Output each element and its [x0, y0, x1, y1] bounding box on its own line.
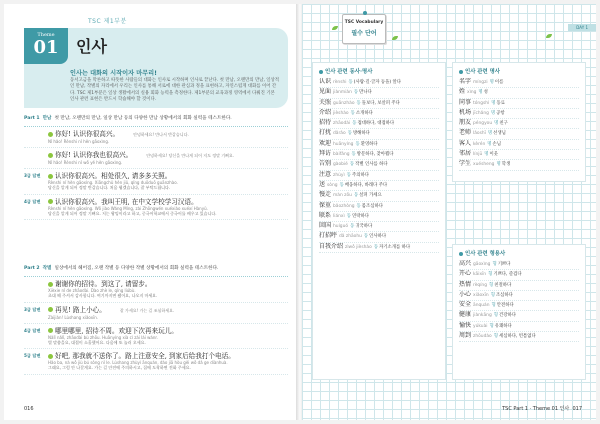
page-number-left: 016 — [24, 406, 34, 412]
hanzi: 注意 — [319, 170, 332, 178]
example-list — [24, 276, 288, 375]
part-of-speech: 형 — [491, 303, 496, 309]
part-of-speech: 동 — [363, 234, 369, 240]
vocab-word — [319, 232, 439, 242]
pinyin: Nǎlǐ nǎlǐ, zhāodài bù zhōu. Huānyíng xià cì zài lái wánr. — [48, 334, 158, 340]
pinyin: bàifǎng — [333, 152, 350, 158]
pinyin: zìwǒ jièshào — [345, 244, 372, 250]
pinyin: zhōudào — [473, 334, 492, 340]
section-keyword: 만남 — [42, 116, 52, 121]
theme-label: Theme — [37, 32, 55, 38]
meaning: 손님 — [492, 141, 502, 147]
part-of-speech: 동 — [346, 172, 351, 178]
vocab-title: TSC Vocabulary — [344, 20, 384, 25]
left-page — [4, 4, 298, 420]
meaning: 만나다 — [359, 90, 372, 96]
meaning: 친구 — [499, 121, 508, 127]
answer-level-tag: 4급 답변 — [24, 327, 41, 333]
right-page — [302, 4, 596, 420]
vocab-word — [459, 322, 579, 332]
pinyin: Nǐ hǎo! Rènshi nǐ wǒ yě hěn gāoxìng. — [48, 160, 123, 165]
vocab-word — [319, 78, 439, 88]
day-tag: DAY 1 — [568, 24, 596, 31]
meaning: 접대하다, 대접하다 — [357, 121, 395, 127]
pinyin: míngzi — [473, 80, 488, 85]
pinyin: jièshào — [333, 110, 349, 116]
chinese-sentence — [48, 280, 288, 288]
leaf-icon — [546, 34, 552, 38]
example-item — [24, 349, 288, 375]
vocab-word — [459, 160, 579, 170]
example-item — [24, 148, 288, 169]
vocab-word — [459, 109, 579, 119]
meaning: 안전하다 — [496, 303, 514, 309]
meaning: 소개하다 — [355, 110, 373, 116]
vocab-word — [459, 291, 579, 301]
hanzi: 联系 — [319, 211, 332, 219]
part-of-speech: 동 — [348, 80, 353, 85]
korean-translation: 잘 가세요! 가는 길 조심하세요. — [119, 307, 175, 313]
meaning: 자기소개를 하다 — [379, 244, 411, 250]
hanzi: 保重 — [319, 201, 332, 209]
example-item — [24, 324, 288, 350]
meaning: 유쾌하다 — [494, 323, 512, 329]
vocab-card-nouns — [452, 62, 586, 182]
meaning: 몸조심하다 — [361, 203, 383, 209]
part-of-speech: 동 — [346, 213, 351, 219]
theme-badge — [24, 28, 68, 64]
korean-translation: 초대 해 주셔서 감사합니다. 여기까지면 됐어요, 나오지 마세요. — [48, 293, 158, 298]
pinyin: xiǎoxīn — [473, 292, 489, 298]
korean-translation: 별 말씀을요, 대접이 소홀했어요. 다음에 또 놀러 오세요. — [48, 339, 146, 345]
meaning: 귀국하다 — [355, 224, 373, 230]
chinese-text: 认识你很高兴。相处很久, 请多多关照。 — [55, 172, 172, 180]
pinyin: zhùyì — [333, 172, 345, 178]
answer-level-tag: 5급 답변 — [24, 353, 41, 359]
example-item — [24, 303, 288, 324]
hanzi: 欢迎 — [319, 139, 332, 147]
pinyin: sòng — [327, 182, 338, 188]
hanzi: 小心 — [459, 290, 472, 298]
pinyin: rèqíng — [473, 282, 488, 288]
theme-intro: 동서고금을 막론하고 따뜻한 사람들의 대화는 인사로 시작하며 인사로 끝난다. 첫 만남, 오랜만의 만남, 일상적인 만남, 작별의 자리에서 우리는 인사를 통해 서로에 대한 관심과 정을 표현하고, 자연스럽게 대화를 이어 간다. TSC 제1부분은 일상 생활에서의 실용 회화 능력을 측정한다. 제1부분의 교육과정 영역에서 다뤄진 기본 인사 관련 표현은 반드시 학습해야 할 것이다. — [70, 78, 279, 103]
audio-icon[interactable] — [48, 132, 53, 137]
meaning: 선생님 — [493, 131, 506, 137]
korean-translation: 안녕하세요! 만나서 반갑습니다. — [133, 132, 189, 137]
chinese-text: 哪里哪里, 招待不周。欢迎下次再来玩儿。 — [55, 326, 178, 335]
hanzi: 自我介绍 — [319, 242, 344, 250]
vocab-word — [459, 270, 579, 280]
bullet-icon — [459, 252, 463, 256]
chinese-sentence — [48, 352, 288, 360]
pinyin: Xièxie nǐ de zhāodài. Dào zhè le, qǐng liúbù. — [48, 288, 136, 293]
part-of-speech: 형 — [490, 292, 495, 298]
meaning: 배웅하다, 바래다 주다 — [344, 182, 388, 188]
part-of-speech: 동 — [351, 152, 356, 158]
meaning: 학생 — [501, 162, 511, 168]
hanzi: 介绍 — [319, 108, 332, 116]
vocab-word — [319, 129, 439, 139]
meaning: 연락하다 — [352, 213, 369, 219]
pinyin: liánxì — [333, 213, 345, 219]
part-of-speech: 동 — [350, 224, 355, 230]
pinyin: ānquán — [473, 303, 490, 309]
part-of-speech: 동 — [352, 121, 357, 127]
vocab-card-adjectives — [452, 244, 586, 380]
part-of-speech: 동 — [339, 182, 344, 188]
chinese-text: 再见! 路上小心。 — [55, 305, 106, 314]
pinyin: jīchǎng — [473, 110, 489, 116]
card-title: 인사 관련 동사·명사 — [319, 67, 439, 75]
meaning: 성 — [483, 90, 488, 96]
hanzi: 安全 — [459, 301, 472, 309]
meaning: 살펴 가세요 — [359, 193, 382, 199]
audio-icon[interactable] — [48, 153, 53, 158]
audio-icon[interactable] — [48, 282, 53, 287]
vocab-word — [319, 243, 439, 253]
pinyin: bǎozhòng — [333, 203, 355, 209]
meaning: 이웃 — [489, 152, 498, 158]
bullet-icon — [319, 70, 323, 74]
pinyin: lǎoshī — [473, 131, 486, 137]
vocab-word — [459, 260, 579, 270]
meaning: 건강하다 — [498, 313, 516, 319]
hanzi: 客人 — [459, 139, 472, 147]
pinyin: Zàijiàn! Lùshang xiǎoxīn. — [48, 314, 99, 320]
audio-icon[interactable] — [48, 199, 53, 204]
pinyin: xuésheng — [473, 162, 495, 168]
section-number: Part 2 — [24, 266, 40, 271]
part-of-speech: 명 — [494, 121, 499, 127]
chinese-sentence — [48, 172, 288, 180]
hanzi: 招待 — [319, 119, 332, 127]
card-title: 인사 관련 명사 — [459, 67, 579, 75]
part-of-speech: 형 — [489, 282, 494, 288]
hanzi: 认识 — [319, 78, 332, 85]
hanzi: 邻居 — [459, 150, 472, 158]
korean-translation: 안녕하세요! 당신을 만나게 되어 저도 정말 기뻐요. — [146, 153, 235, 158]
vocab-word — [459, 129, 579, 139]
audio-icon[interactable] — [48, 174, 53, 179]
hanzi: 打招呼 — [319, 232, 338, 240]
section-header — [24, 116, 288, 122]
word-list — [319, 78, 439, 253]
pinyin: xìng — [467, 90, 477, 96]
vocab-word — [459, 140, 579, 150]
chinese-sentence — [48, 130, 288, 139]
vocab-sign — [342, 14, 386, 44]
hanzi: 姓 — [459, 88, 466, 96]
hanzi: 开心 — [459, 270, 472, 278]
section-farewell — [24, 266, 288, 375]
example-item — [24, 195, 288, 221]
vocab-word — [459, 311, 579, 321]
meaning: 환영하다 — [360, 141, 378, 147]
pinyin: línjū — [473, 152, 483, 158]
vocab-word — [319, 202, 439, 212]
chinese-text: 认识你很高兴。我叫王明, 在中文学校学习汉语。 — [55, 197, 198, 206]
hanzi: 学生 — [459, 160, 472, 168]
meaning: 기쁘다 — [497, 262, 511, 267]
pinyin: gāoxìng — [473, 262, 491, 267]
pinyin: huānyíng — [333, 141, 354, 147]
pinyin: péngyou — [473, 121, 493, 127]
vocab-word — [459, 301, 579, 311]
meaning: 방해하다 — [352, 131, 370, 137]
hanzi: 机场 — [459, 108, 472, 116]
example-item — [24, 277, 288, 303]
part-of-speech: 동 — [355, 141, 360, 147]
chinese-text: 好吧, 那我就不送你了。路上注意安全, 到家后给我打个电话。 — [55, 352, 235, 361]
hanzi: 健康 — [459, 311, 472, 319]
answer-level-tag: 3급 답변 — [24, 306, 41, 312]
part-of-speech: 형 — [492, 262, 497, 267]
meaning: 공항 — [496, 110, 505, 116]
audio-icon[interactable] — [48, 307, 53, 312]
chinese-sentence — [48, 151, 288, 160]
page-number-right: 017 — [572, 406, 582, 412]
section-number: Part 1 — [24, 116, 40, 121]
pinyin: jiànkāng — [473, 313, 492, 319]
answer-level-tag: 3급 답변 — [24, 173, 41, 178]
vocab-word — [319, 171, 439, 181]
hanzi: 周到 — [459, 332, 472, 340]
meaning: 친절하다 — [494, 282, 512, 288]
meaning: (사람·길·글자 등을) 알다 — [353, 80, 401, 85]
pinyin: dǎ zhāohu — [339, 234, 362, 240]
vocab-subtitle: 필수 단어 — [351, 30, 377, 37]
vocab-word — [459, 88, 579, 98]
part-of-speech: 명 — [490, 110, 496, 116]
part-of-speech: 명 — [487, 141, 492, 147]
part-of-speech: 명 — [487, 131, 493, 137]
pinyin: kèrén — [473, 141, 486, 147]
leaf-icon — [332, 26, 338, 30]
part-of-speech: 동 — [349, 162, 355, 168]
pinyin: màn zǒu — [333, 193, 352, 199]
pinyin: guānzhào — [333, 100, 355, 106]
part-of-speech: 동 — [373, 244, 379, 250]
section-header — [24, 266, 288, 272]
vocab-word — [459, 99, 579, 109]
meaning: 세심하다, 빈틈없다 — [499, 334, 536, 340]
meaning: 기쁘다, 즐겁다 — [493, 272, 522, 278]
hanzi: 回国 — [319, 222, 332, 230]
word-list — [459, 260, 579, 342]
pinyin: jiànmiàn — [333, 90, 352, 96]
hanzi: 送 — [319, 180, 326, 188]
card-title: 인사 관련 형용사 — [459, 249, 579, 257]
part-of-speech: 형 — [488, 272, 493, 278]
part-of-speech: 동 — [353, 90, 359, 96]
vocab-word — [319, 191, 439, 201]
pinyin: tóngshì — [473, 100, 490, 106]
page-title: 인사 — [76, 37, 107, 56]
vocab-word — [319, 150, 439, 160]
chinese-sentence — [48, 198, 288, 206]
audio-icon[interactable] — [48, 354, 53, 359]
korean-translation: 당신을 알게 되어 정말 기뻐요. 저는 왕밍이라고 하고, 중국어학교에서 중국어를 배우고 있습니다. — [48, 210, 217, 216]
meaning: 방문하다, 찾아뵙다 — [356, 152, 394, 158]
meaning: 조심하다 — [495, 292, 513, 298]
meaning: 동료 — [496, 100, 506, 106]
pinyin: gàobié — [333, 162, 348, 168]
hanzi: 老师 — [459, 129, 472, 137]
part-of-speech: 명 — [491, 100, 496, 106]
section-desc: 첫 만남, 오랜만의 만남, 일상 만남 등의 다양한 만남 상황에서의 회화 실력을 테스트한다. — [54, 116, 232, 121]
part-of-speech: 형 — [493, 334, 498, 340]
section-meeting — [24, 116, 288, 220]
chinese-sentence — [48, 327, 288, 335]
hanzi: 拜访 — [319, 150, 332, 158]
vocab-word — [319, 181, 439, 191]
hanzi: 见面 — [319, 88, 332, 96]
meaning: 작별 인사를 하다 — [355, 162, 388, 168]
pinyin: yúkuài — [473, 323, 488, 329]
meaning: 인사하다 — [369, 234, 387, 240]
chinese-text: 你好! 认识你我也很高兴。 — [55, 151, 133, 159]
hanzi: 告别 — [319, 160, 332, 168]
vocab-word — [319, 99, 439, 109]
pinyin: kāixīn — [473, 272, 487, 278]
page-footer: TSC Part 1 · Theme 01 인사 017 — [502, 406, 582, 412]
bullet-icon — [459, 70, 463, 74]
part-of-speech: 명 — [496, 162, 501, 168]
vocab-word — [459, 281, 579, 291]
part-of-speech: 형 — [489, 323, 494, 329]
word-list — [459, 78, 579, 171]
vocab-word — [459, 150, 579, 160]
top-label: TSC 제1부분 — [88, 18, 127, 25]
pinyin: huíguó — [333, 224, 349, 230]
pinyin: rènshi — [333, 80, 347, 85]
part-of-speech: 명 — [478, 90, 483, 96]
hanzi: 慢走 — [319, 191, 332, 199]
pin-icon — [363, 11, 367, 15]
audio-icon[interactable] — [48, 328, 53, 333]
theme-number: 01 — [33, 37, 59, 58]
section-desc: 일상에서의 헤어짐, 오랜 작별 등 다양한 작별 상황에서의 회화 실력을 테스트한다. — [54, 266, 219, 271]
leaf-icon — [392, 36, 398, 40]
hanzi: 朋友 — [459, 119, 472, 127]
chinese-sentence — [48, 306, 288, 315]
vocab-word — [459, 332, 579, 342]
part-of-speech: 동 — [356, 203, 361, 209]
part-of-speech: 동 — [347, 131, 352, 137]
meaning: 이름 — [494, 80, 504, 85]
korean-translation: 당신을 알게 되어 정말 반갑습니다. 처음 뵙겠습니다, 잘 부탁드립니다. — [48, 185, 171, 190]
vocab-word — [319, 222, 439, 232]
hanzi: 高兴 — [459, 260, 472, 267]
hanzi: 热情 — [459, 280, 472, 288]
vocab-word — [459, 119, 579, 129]
example-item — [24, 127, 288, 148]
part-of-speech: 동 — [356, 100, 361, 106]
chinese-text: 谢谢你的招待。到这了, 请留步。 — [55, 280, 152, 288]
hanzi: 关照 — [319, 98, 332, 106]
part-of-speech: 동 — [353, 193, 359, 199]
example-item — [24, 169, 288, 195]
vocab-word — [459, 78, 579, 88]
theme-header — [24, 28, 288, 108]
meaning: 주의하다 — [351, 172, 369, 178]
vocab-word — [319, 119, 439, 129]
part-of-speech: 명 — [484, 152, 489, 158]
theme-subtitle: 인사는 대화의 시작이자 마무리! — [70, 70, 157, 77]
part-of-speech: 동 — [350, 110, 355, 116]
vocab-word — [319, 212, 439, 222]
example-list — [24, 126, 288, 220]
part-of-speech: 명 — [489, 80, 494, 85]
pinyin: Rènshi nǐ hěn gāoxìng. Xiāngchǔ hěn jiǔ, qǐng duōduō guānzhào. — [48, 180, 178, 185]
vocab-word — [319, 109, 439, 119]
part-of-speech: 형 — [493, 313, 498, 319]
vocab-card-verbs — [312, 62, 446, 380]
meaning: 돌보다, 보살펴 주다 — [361, 100, 400, 106]
vocab-word — [319, 160, 439, 170]
hanzi: 愉快 — [459, 321, 472, 329]
vocab-word — [319, 140, 439, 150]
pinyin: Hǎo ba, nà wǒ jiù bú sòng nǐ le. Lùshang zhùyì ānquán, dào jiā hòu gěi wǒ dǎ ge diànhuà. — [48, 360, 228, 366]
hanzi: 同事 — [459, 98, 472, 106]
pinyin: Rènshi nǐ hěn gāoxìng. Wǒ jiào Wáng Míng, zài Zhōngwén xuéxiào xuéxí Hànyǔ. — [48, 205, 208, 211]
section-keyword: 작별 — [42, 266, 52, 271]
chinese-text: 你好! 认识你很高兴。 — [55, 130, 120, 138]
hanzi: 打扰 — [319, 129, 332, 137]
pinyin: Nǐ hǎo! Rènshi nǐ hěn gāoxìng. — [48, 139, 110, 144]
vocab-word — [319, 88, 439, 98]
korean-translation: 그래요, 그럼 안 나갈게요. 가는 길 안전에 주의하시고, 집에 도착하면 전화 주세요. — [48, 365, 191, 371]
pinyin: zhāodài — [333, 121, 351, 127]
hanzi: 名字 — [459, 78, 472, 85]
pinyin: dǎrǎo — [333, 131, 346, 137]
answer-level-tag: 4급 답변 — [24, 198, 41, 204]
